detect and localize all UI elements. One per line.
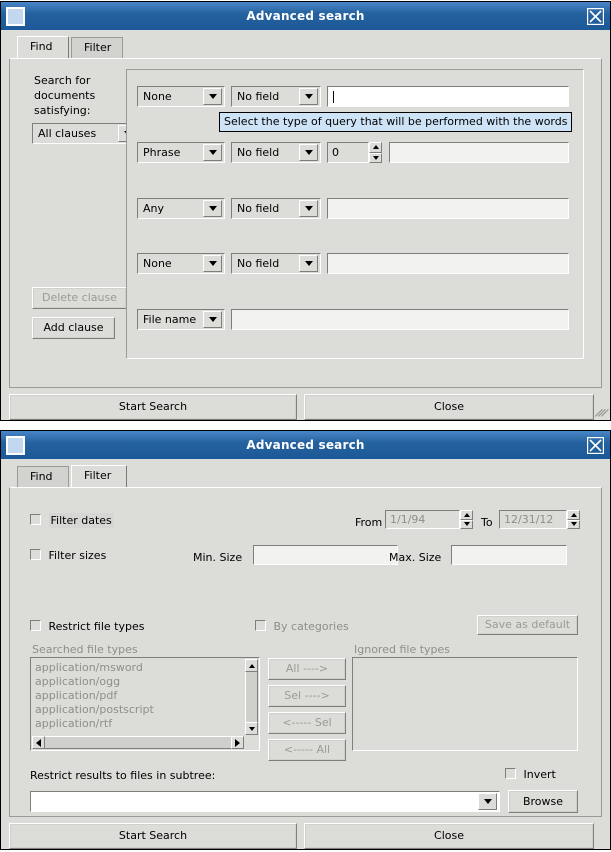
advanced-search-filter-window <box>0 430 611 850</box>
clause-row <box>137 198 577 219</box>
invert-checkbox[interactable] <box>505 768 556 781</box>
max-size-input[interactable] <box>451 545 567 565</box>
window-title: Advanced search <box>246 9 365 23</box>
advanced-search-find-window <box>0 1 611 421</box>
filter-sizes-checkbox[interactable] <box>30 549 106 562</box>
from-label: From <box>355 516 383 529</box>
clause-text-input[interactable] <box>327 86 569 107</box>
scroll-down-icon[interactable] <box>245 722 258 735</box>
close-button[interactable]: Close <box>304 823 594 849</box>
clause-text-input[interactable] <box>231 309 569 330</box>
invert-label: Invert <box>523 768 556 781</box>
query-type-tooltip: Select the type of query that will be performed with the words <box>219 112 572 132</box>
filter-bottom-bar <box>9 823 602 849</box>
tab-find-label: Find <box>30 40 53 53</box>
close-icon[interactable] <box>586 436 605 455</box>
list-item[interactable]: application/rtf <box>35 717 113 730</box>
tab-find-label: Find <box>30 470 53 483</box>
clause-row <box>137 86 577 107</box>
spinner-up-icon[interactable] <box>369 142 382 153</box>
chevron-down-icon[interactable] <box>203 144 222 161</box>
remove-selected-button[interactable]: <----- Sel <box>268 712 346 734</box>
min-size-label: Min. Size <box>193 551 243 564</box>
chevron-down-icon[interactable] <box>299 200 318 217</box>
clause-proximity-input[interactable] <box>327 142 369 163</box>
clause-field-combo[interactable] <box>231 142 321 163</box>
find-bottom-bar <box>9 394 602 420</box>
filter-dates-checkbox[interactable] <box>30 514 114 527</box>
chevron-down-icon[interactable] <box>203 200 222 217</box>
tabstrip-filter <box>17 465 602 487</box>
titlebar-filter <box>1 431 610 459</box>
spinner-up-icon[interactable] <box>460 510 473 520</box>
scroll-left-icon[interactable] <box>32 736 45 749</box>
searched-file-types-items <box>31 658 259 731</box>
horizontal-scrollbar[interactable] <box>32 736 244 749</box>
restrict-file-types-checkbox[interactable] <box>30 620 144 633</box>
ignored-file-types-label: Ignored file types <box>354 643 451 656</box>
subtree-combo[interactable] <box>30 791 500 812</box>
clause-field-value: No field <box>237 146 280 159</box>
date-to-value: 12/31/12 <box>504 513 554 526</box>
spinner-down-icon[interactable] <box>369 153 382 164</box>
list-item[interactable]: application/ogg <box>35 675 121 688</box>
tab-filter[interactable] <box>71 37 123 58</box>
clause-type-combo[interactable] <box>137 309 225 330</box>
start-search-button[interactable]: Start Search <box>9 394 297 420</box>
searched-file-types-list[interactable] <box>30 657 260 751</box>
checkbox-box[interactable] <box>30 514 41 525</box>
clause-type-value: Phrase <box>143 146 181 159</box>
max-size-label: Max. Size <box>389 551 442 564</box>
clause-type-value: File name <box>143 313 197 326</box>
date-from-value: 1/1/94 <box>390 513 426 526</box>
date-to-input[interactable] <box>499 510 567 529</box>
clause-type-value: None <box>143 90 172 103</box>
subtree-label: Restrict results to files in subtree: <box>30 769 216 782</box>
add-selected-button[interactable]: Sel ----> <box>268 685 346 707</box>
by-categories-checkbox[interactable] <box>255 620 349 633</box>
remove-all-button[interactable]: <----- All <box>268 739 346 761</box>
titlebar-find <box>1 2 610 30</box>
close-button[interactable]: Close <box>304 394 594 420</box>
checkbox-box[interactable] <box>505 768 516 779</box>
chevron-down-icon[interactable] <box>203 255 222 272</box>
chevron-down-icon[interactable] <box>299 88 318 105</box>
filter-tab-panel <box>9 487 602 817</box>
clause-type-combo[interactable] <box>137 86 225 107</box>
search-for-label: Search for documents satisfying: <box>34 74 96 117</box>
list-item[interactable]: application/pdf <box>35 689 118 702</box>
chevron-down-icon[interactable] <box>478 793 497 810</box>
filter-sizes-label: Filter sizes <box>48 549 107 562</box>
clause-row <box>137 142 577 163</box>
date-from-spinner[interactable] <box>460 510 473 529</box>
clause-field-value: No field <box>237 90 280 103</box>
chevron-down-icon[interactable] <box>203 88 222 105</box>
spinner-down-icon[interactable] <box>460 520 473 530</box>
checkbox-box[interactable] <box>30 620 41 631</box>
chevron-down-icon[interactable] <box>203 311 222 328</box>
tabstrip-find <box>17 36 602 58</box>
clause-text-input[interactable] <box>327 253 569 274</box>
clause-type-value: Any <box>143 202 165 215</box>
clause-proximity-spinner[interactable] <box>369 142 382 163</box>
clause-field-combo[interactable] <box>231 86 321 107</box>
clause-field-value: No field <box>237 202 280 215</box>
clause-field-combo[interactable] <box>231 198 321 219</box>
delete-clause-button[interactable]: Delete clause <box>32 287 127 309</box>
all-clauses-combo[interactable] <box>32 123 140 144</box>
find-tab-panel <box>9 58 602 388</box>
date-from-input[interactable] <box>385 510 460 529</box>
to-label: To <box>481 516 493 529</box>
checkbox-box[interactable] <box>30 549 41 560</box>
filter-dates-label: Filter dates <box>50 514 112 527</box>
tab-find[interactable] <box>17 466 69 487</box>
all-clauses-combo-value: All clauses <box>38 127 97 140</box>
scroll-right-icon[interactable] <box>231 736 244 749</box>
clause-text-input[interactable] <box>389 142 569 163</box>
chevron-down-icon[interactable] <box>299 144 318 161</box>
spinner-up-icon[interactable] <box>567 510 580 520</box>
add-all-button[interactable]: All ----> <box>268 658 346 680</box>
resize-grip[interactable] <box>593 404 607 418</box>
clause-row <box>137 253 577 274</box>
list-item[interactable]: application/msword <box>35 661 143 674</box>
clause-type-combo[interactable] <box>137 142 225 163</box>
restrict-file-types-label: Restrict file types <box>48 620 145 633</box>
filter-client-area <box>1 459 610 842</box>
ignored-file-types-list[interactable] <box>352 657 578 751</box>
save-as-default-button[interactable]: Save as default <box>477 615 578 635</box>
tab-filter[interactable] <box>71 465 127 487</box>
scroll-up-icon[interactable] <box>245 659 258 672</box>
min-size-input[interactable] <box>253 545 398 565</box>
close-icon[interactable] <box>586 7 605 26</box>
start-search-button[interactable]: Start Search <box>9 823 297 849</box>
clause-proximity-value: 0 <box>332 146 339 159</box>
date-to-spinner[interactable] <box>567 510 580 529</box>
searched-file-types-label: Searched file types <box>32 643 138 656</box>
by-categories-label: By categories <box>273 620 349 633</box>
clause-field-combo[interactable] <box>231 253 321 274</box>
checkbox-box[interactable] <box>255 620 266 631</box>
tab-filter-label: Filter <box>84 41 112 54</box>
clause-field-value: No field <box>237 257 280 270</box>
clause-type-combo[interactable] <box>137 198 225 219</box>
clause-type-combo[interactable] <box>137 253 225 274</box>
list-item[interactable]: application/postscript <box>35 703 154 716</box>
tab-find[interactable] <box>17 36 69 58</box>
tab-filter-label: Filter <box>84 469 112 482</box>
clause-frame <box>126 69 584 359</box>
clause-row <box>137 309 577 330</box>
browse-button[interactable]: Browse <box>508 790 578 813</box>
window-menu-button[interactable] <box>6 7 25 26</box>
ignored-file-types-items <box>353 658 577 661</box>
clause-text-input[interactable] <box>327 198 569 219</box>
clause-type-value: None <box>143 257 172 270</box>
chevron-down-icon[interactable] <box>299 255 318 272</box>
find-client-area <box>1 30 610 413</box>
add-clause-button[interactable]: Add clause <box>32 317 115 339</box>
window-menu-button[interactable] <box>6 436 25 455</box>
vertical-scrollbar[interactable] <box>245 659 258 735</box>
window-title: Advanced search <box>246 438 365 452</box>
spinner-down-icon[interactable] <box>567 520 580 530</box>
